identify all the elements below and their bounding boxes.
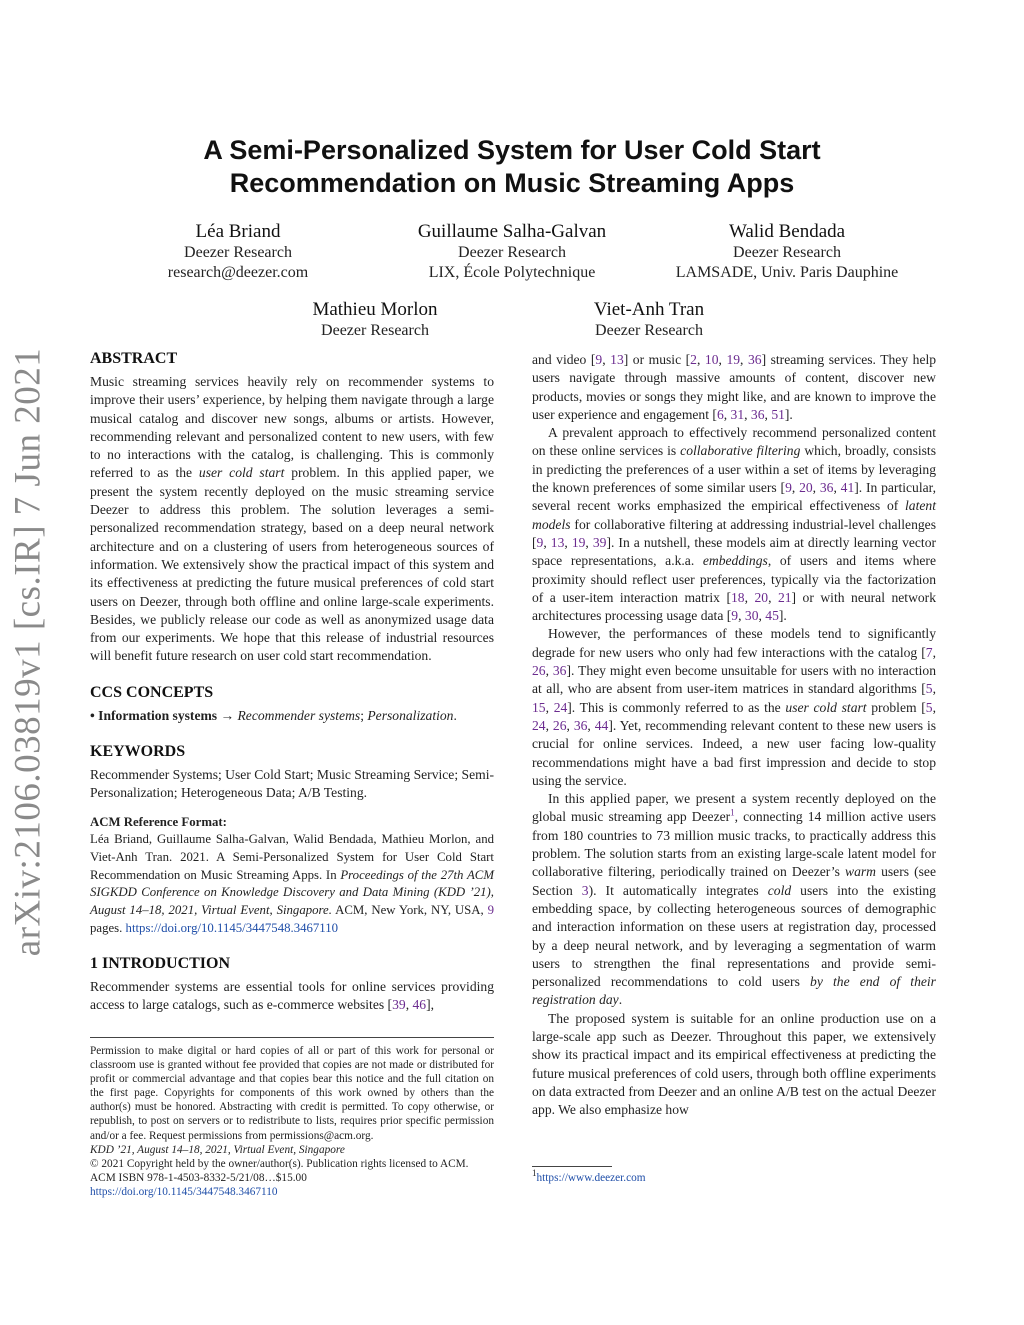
citation-link[interactable]: 10 bbox=[704, 352, 719, 367]
citation-link[interactable]: 41 bbox=[840, 480, 855, 496]
citation-link[interactable]: 9 bbox=[595, 352, 603, 367]
title-line-1: A Semi-Personalized System for User Cold Start bbox=[203, 135, 821, 165]
citation-link[interactable]: 44 bbox=[594, 717, 609, 733]
isbn-line: ACM ISBN 978-1-4503-8332-5/21/08…$15.00 bbox=[90, 1171, 307, 1184]
author-affiliation: Deezer Research bbox=[184, 244, 292, 261]
citation-link[interactable]: 2 bbox=[690, 352, 697, 367]
author-affiliation: Deezer Research bbox=[733, 244, 841, 261]
intro-paragraph-4: In this applied paper, we present a system recently deployed on the global music streaming app Deezer$^1$, connecting 14 million active users from 180 countries to 73 million music tracks, to practically address this problem. The solution starts from an existing large-scale latent model for collaborative filtering, periodically trained on Deezer’s warm users (see Section 3). It automatically integrates cold users into the existing embedding space, by collecting heterogeneous sources of demographic and interaction information on these users at registration day, processed by a deep neural network, and by leveraging a segmentation of warm users to strengthen the final representations and provide semi-personalized recommendations to cold users by the end of their registration day. bbox=[532, 791, 936, 1008]
citation-link[interactable]: 24 bbox=[532, 717, 546, 733]
citation-link[interactable]: 21 bbox=[777, 589, 792, 605]
citation-link[interactable]: 45 bbox=[765, 608, 779, 624]
citation-link[interactable]: 13 bbox=[550, 534, 565, 550]
arxiv-identifier-text: arXiv:2106.03819v1 [cs.IR] 7 Jun 2021 bbox=[7, 347, 49, 957]
abstract-text: Music streaming services heavily rely on recommender systems to improve their users’ experience, by helping them navigate through a large musical catalog and discover new songs, albums or artists. However, recommending relevant and personalized content to new users, with few to no interactions with the catalog, is challenging. This is commonly referred to as the user cold start problem. In this applied paper, we present the system recently deployed on the music streaming service Deezer to address this problem. The solution leverages a semi-personalized recommendation strategy, based on a deep neural network architecture and on a clustering of users from heterogeneous sources of information. We extensively show the practical impact of this system and its effectiveness at predicting the future musical preferences of cold start users on Deezer, through both offline and online large-scale experiments. Besides, we publicly release our code as well as anonymized usage data from our experiments. We hope that this release of industrial resources will benefit future research on user cold start recommendation. bbox=[90, 374, 495, 664]
keywords-text: Recommender Systems; User Cold Start; Music Streaming Service; Semi-Personalization; Heterogeneous Data; A/B Testing. bbox=[90, 767, 494, 801]
citation-link[interactable]: 7 bbox=[925, 644, 933, 660]
author-block bbox=[392, 221, 632, 283]
footnote-divider bbox=[90, 1037, 494, 1038]
citation-link[interactable]: 19 bbox=[726, 352, 741, 367]
citation-link[interactable]: 20 bbox=[754, 589, 769, 605]
citation-link[interactable]: 13 bbox=[610, 352, 624, 367]
author-name: Viet-Anh Tran bbox=[593, 299, 705, 320]
citation-link[interactable]: 24 bbox=[553, 699, 568, 715]
intro-paragraph-5: The proposed system is suitable for an online production use on a large-scale app such as Deezer. Throughout this paper, we extensively show its practical impact and its empirical effectiveness at predicting the future musical preferences of cold users, through both offline experiments on data extracted from Deezer and an online A/B test on the actual Deezer app. We also emphasize how bbox=[532, 1010, 936, 1118]
citation-link[interactable]: 9 bbox=[731, 608, 739, 624]
citation-link[interactable]: 5 bbox=[925, 681, 933, 697]
deezer-url-link[interactable]: https://www.deezer.com bbox=[536, 1172, 646, 1184]
page-count-link[interactable]: 9 bbox=[487, 903, 494, 918]
footnote-number: 1 bbox=[532, 1168, 537, 1179]
author-block bbox=[285, 299, 465, 341]
acm-reference-text: Léa Briand, Guillaume Salha-Galvan, Walid Bendada, Mathieu Morlon, and Viet-Anh Tran. 2021. A Semi-Personalized System for User Cold Start Recommendation on Music Streaming Apps. In Proceedings of the 27th ACM SIGKDD Conference on Knowledge Discovery and Data Mining (KDD ’21), August 14–18, 2021, Virtual Event, Singapore. ACM, New York, NY, USA, 9 pages. https://doi.org/10.1145/3447548.3467110 bbox=[90, 831, 494, 935]
citation-link[interactable]: 26 bbox=[552, 717, 567, 733]
citation-link[interactable]: 26 bbox=[532, 663, 546, 679]
title-line-2: Recommendation on Music Streaming Apps bbox=[229, 168, 795, 198]
section-reference-link[interactable]: 3 bbox=[581, 882, 589, 898]
citation-link[interactable]: 19 bbox=[571, 534, 586, 550]
ccs-text: • Information systems → Recommender systems; Personalization. bbox=[90, 707, 457, 723]
citation-link[interactable]: 30 bbox=[744, 608, 759, 624]
ccs-heading: CCS CONCEPTS bbox=[90, 683, 214, 701]
permission-text: Permission to make digital or hard copies of all or part of this work for personal or classroom use is granted without fee provided that copies are not made or distributed for profit or commercial advantage and that copies bear this notice and the full citation on the first page. Copyrights for components of this work owned by others than the author(s) must be honored. Abstracting with credit is permitted. To copy otherwise, or republish, to post on servers or to redistribute to lists, requires prior specific permission and/or a fee. Request permissions from permissions@acm.org. bbox=[90, 1045, 494, 1142]
footnote-divider bbox=[532, 1166, 612, 1167]
citation-link[interactable]: 51 bbox=[771, 406, 785, 422]
citation-link[interactable]: 18 bbox=[730, 589, 745, 605]
citation-link[interactable]: 46 bbox=[412, 997, 427, 1013]
citation-link[interactable]: 6 bbox=[716, 406, 724, 422]
citation-link[interactable]: 36 bbox=[747, 352, 762, 367]
author-block bbox=[662, 221, 912, 283]
author-affiliation-2: LAMSADE, Univ. Paris Dauphine bbox=[675, 264, 899, 281]
author-block bbox=[138, 221, 338, 283]
citation-link[interactable]: 9 bbox=[536, 534, 544, 550]
author-block bbox=[559, 299, 739, 341]
citation-link[interactable]: 5 bbox=[925, 699, 933, 715]
abstract-heading: ABSTRACT bbox=[90, 350, 178, 367]
left-column bbox=[90, 349, 494, 1014]
permission-footnote bbox=[90, 1037, 494, 1199]
intro-paragraph-1: and video [9, 13] or music [2, 10, 19, 36] streaming services. They help users navigate through massive amounts of content, discover new products, movies or songs they might like, and are known to improve the user experience and engagement [6, 31, 36, 51]. bbox=[532, 352, 937, 422]
citation-link[interactable]: 9 bbox=[785, 480, 792, 496]
author-affiliation: Deezer Research bbox=[595, 322, 703, 339]
author-affiliation: Deezer Research bbox=[321, 322, 429, 339]
right-column bbox=[532, 351, 936, 1119]
citation-link[interactable]: 36 bbox=[573, 717, 588, 733]
intro-paragraph-2: A prevalent approach to effectively recommend personalized content on these online services is collaborative filtering which, broadly, consists in predicting the preferences of a user within a set of items by leveraging the known preferences of some similar users [9, 20, 36, 41]. In particular, several recent works emphasized the empirical effectiveness of latent models for collaborative filtering at addressing industrial-level challenges [9, 13, 19, 39]. In a nutshell, these models aim at directly learning vector space representations, a.k.a. embeddings, of users and items where proximity should reflect user preferences, typically via the factorization of a user-item interaction matrix [18, 20, 21] or with neural network architectures processing usage data [9, 30, 45]. bbox=[532, 425, 937, 624]
author-name: Walid Bendada bbox=[728, 221, 846, 242]
introduction-heading: 1 INTRODUCTION bbox=[90, 954, 231, 972]
citation-link[interactable]: 20 bbox=[799, 480, 813, 496]
author-name: Léa Briand bbox=[195, 221, 281, 242]
doi-link[interactable]: https://doi.org/10.1145/3447548.3467110 bbox=[125, 920, 339, 935]
copyright-line: © 2021 Copyright held by the owner/author(s). Publication rights licensed to ACM. bbox=[90, 1157, 469, 1170]
citation-link[interactable]: 36 bbox=[750, 406, 765, 422]
acm-reference-heading: ACM Reference Format: bbox=[90, 814, 227, 829]
keywords-heading: KEYWORDS bbox=[90, 743, 186, 761]
footnote-doi-link[interactable]: https://doi.org/10.1145/3447548.3467110 bbox=[90, 1185, 278, 1198]
citation-link[interactable]: 39 bbox=[392, 997, 406, 1013]
paper-title bbox=[150, 134, 874, 200]
conference-line: KDD ’21, August 14–18, 2021, Virtual Event, Singapore bbox=[90, 1143, 345, 1156]
citation-link[interactable]: 36 bbox=[552, 663, 567, 679]
intro-paragraph-3: However, the performances of these models tend to significantly degrade for new users who only had few interactions with the catalog [7, 26, 36]. They might even become unsuitable for users with no interaction at all, who are absent from user-item matrices in standard algorithms [5, 15, 24]. This is commonly referred to as the user cold start problem [5, 24, 26, 36, 44]. Yet, recommending relevant content to these new users is crucial for online services. Indeed, a new user facing low-quality recommendations might have a bad first impression and decide to stop using the service. bbox=[532, 626, 937, 788]
citation-link[interactable]: 36 bbox=[819, 480, 834, 496]
footnote-marker[interactable]: 1 bbox=[730, 807, 735, 818]
introduction-text: Recommender systems are essential tools for online services providing access to large catalogs, such as e-commerce websites [39, 46], bbox=[90, 978, 494, 1013]
author-affiliation: Deezer Research bbox=[458, 244, 566, 261]
citation-link[interactable]: 31 bbox=[730, 406, 745, 422]
citation-link[interactable]: 39 bbox=[592, 534, 607, 550]
right-footnote bbox=[532, 1166, 936, 1185]
author-name: Mathieu Morlon bbox=[312, 299, 438, 320]
author-email: research@deezer.com bbox=[167, 264, 309, 281]
author-affiliation-2: LIX, École Polytechnique bbox=[428, 264, 596, 281]
author-name: Guillaume Salha-Galvan bbox=[417, 221, 607, 242]
citation-link[interactable]: 15 bbox=[532, 699, 546, 715]
